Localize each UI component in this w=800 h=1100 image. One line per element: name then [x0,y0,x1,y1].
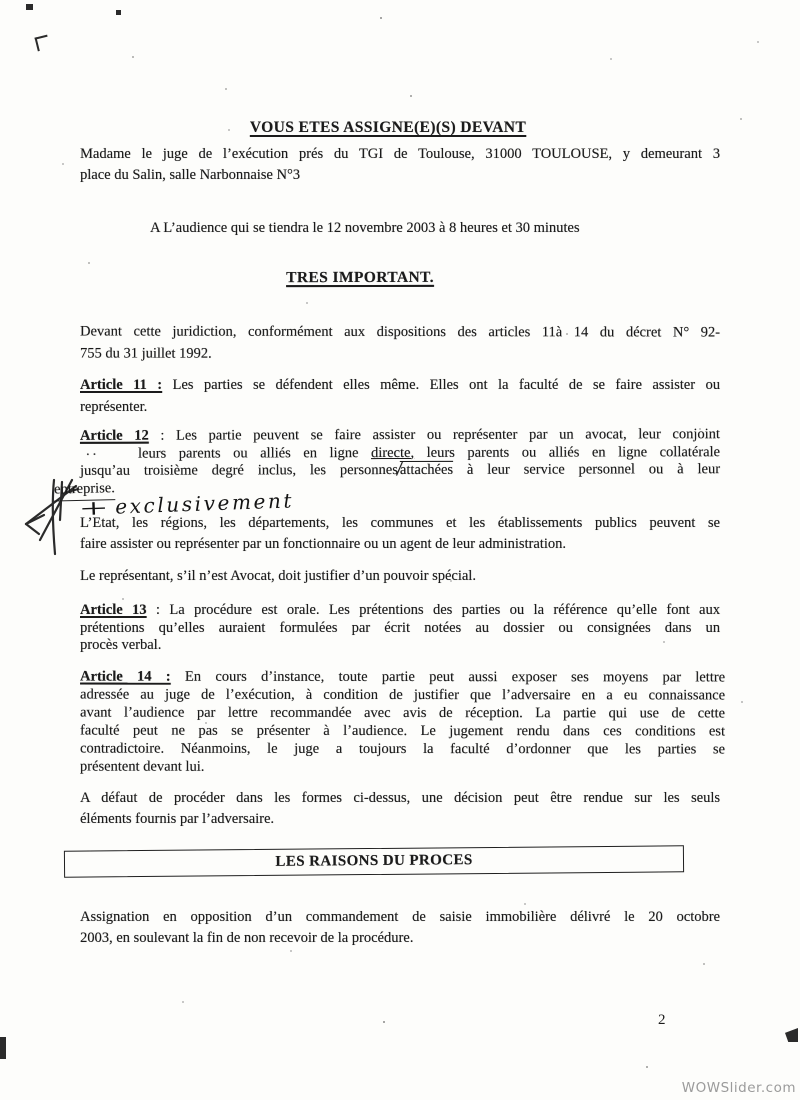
text-line: entreprise. [54,480,174,500]
scan-artifact [34,35,50,52]
article-12-label: Article 12 [79,427,149,444]
text-line: Article 14 : En cours d’instance, toute partie peut aussi exposer ses moyens par lettre [80,668,726,686]
text-line: L’Etat, les régions, les départements, les communes et les établissements publics peuvent se [80,515,720,531]
scan-artifact [0,1037,6,1059]
article-14-label: Article 14 : [80,668,171,685]
text-line: 755 du 31 juillet 1992. [79,344,212,362]
article-12-paragraph [53,426,721,500]
scan-artifact [785,1028,798,1042]
handwritten-word: exclusivement [114,488,295,519]
page-number: 2 [658,1012,666,1028]
scan-noise-speckles [0,0,2,2]
text-line: présentent devant lui. [79,758,205,775]
etat-paragraph [80,513,720,554]
text-line: éléments fournis par l’adversaire. [80,810,275,827]
text-line: avant l’audience par lettre recommandée avec avis de réception. La partie qui use de cette [80,704,726,722]
text-line: .. leurs parents ou alliés en ligne directe, leurs parents ou alliés en ligne collatérale [85,442,720,462]
article-11-paragraph [80,374,720,418]
audience-line: A L’audience qui se tiendra le 12 novembre 2003 à 8 heures et 30 minutes [150,220,580,236]
text-line: procès verbal. [80,637,162,653]
title-text: VOUS ETES ASSIGNE(E)(S) DEVANT [249,119,527,136]
text-line: Article 12 : Les partie peuvent se faire assister ou représenter par un avocat, leur conjoint [79,426,720,444]
text-line: Assignation en opposition d’un commandement de saisie immobilière délivré le 20 octobre [80,909,720,925]
raisons-heading: LES RAISONS DU PROCES [275,852,473,870]
handwritten-margin-scribble [20,478,82,556]
text-line: A défaut de procéder dans les formes ci-dessus, une décision peut être rendue sur les seuls [80,790,720,806]
stray-dots: .. [85,442,100,459]
article-11-label: Article 11 : [80,377,163,393]
important-heading: TRES IMPORTANT. [286,268,434,287]
intro-paragraph [80,144,720,185]
handwritten-slash: / [394,457,404,482]
text-line: Madame le juge de l’exécution prés du TGI de Toulouse, 31000 TOULOUSE, y demeurant 3 [80,146,720,162]
article-14-paragraph [80,668,725,777]
representant-line: Le représentant, s’il n’est Avocat, doit justifier d’un pouvoir spécial. [80,568,476,584]
text-line: jusqu’au troisième degré inclus, les personnes/attachées à leur service personnel ou à leur [80,461,720,480]
text-line: adressée au juge de l’exécution, à condition de justifier que l’adversaire en a eu connaissance [80,686,726,704]
text-line: Devant cette juridiction, conformément aux dispositions des articles 11à 14 du décret N° 92- [80,323,721,341]
text-line: faire assister ou représenter par un fonctionnaire ou un agent de leur administration. [80,535,566,552]
handwritten-plus-sign: + [79,492,108,524]
text-line: 2003, en soulevant la fin de non recevoir de la procédure. [80,930,414,946]
text-line: prétentions qu’elles auraient formulées par écrit notées au dossier ou consignées dans un [80,619,720,636]
watermark-text: WOWSlider.com [681,1080,796,1096]
document-title [0,118,776,139]
assignation-paragraph [80,907,720,949]
text-line: contradictoire. Néanmoins, le juge a toujours la faculté d’ordonner que les parties se [79,740,725,758]
scan-artifact [26,4,33,10]
article-13-label: Article 13 [80,602,147,618]
text-line: Article 13 : La procédure est orale. Les prétentions des parties ou la référence qu’elle font aux [80,602,720,618]
text-line: représenter. [80,399,148,415]
important-intro-paragraph [80,321,720,365]
text-line: place du Salin, salle Narbonnaise N°3 [80,166,301,183]
text-line: faculté peut ne pas se présenter à l’audience. Le jugement rendu dans ces conditions est [79,722,725,740]
defaut-paragraph [80,788,720,829]
article-13-paragraph [80,602,720,655]
raisons-du-proces-box [64,845,684,877]
text-line: Article 11 : Les parties se défendent elles même. Elles ont la faculté de se faire assister ou [80,377,720,393]
scan-artifact [116,10,121,15]
